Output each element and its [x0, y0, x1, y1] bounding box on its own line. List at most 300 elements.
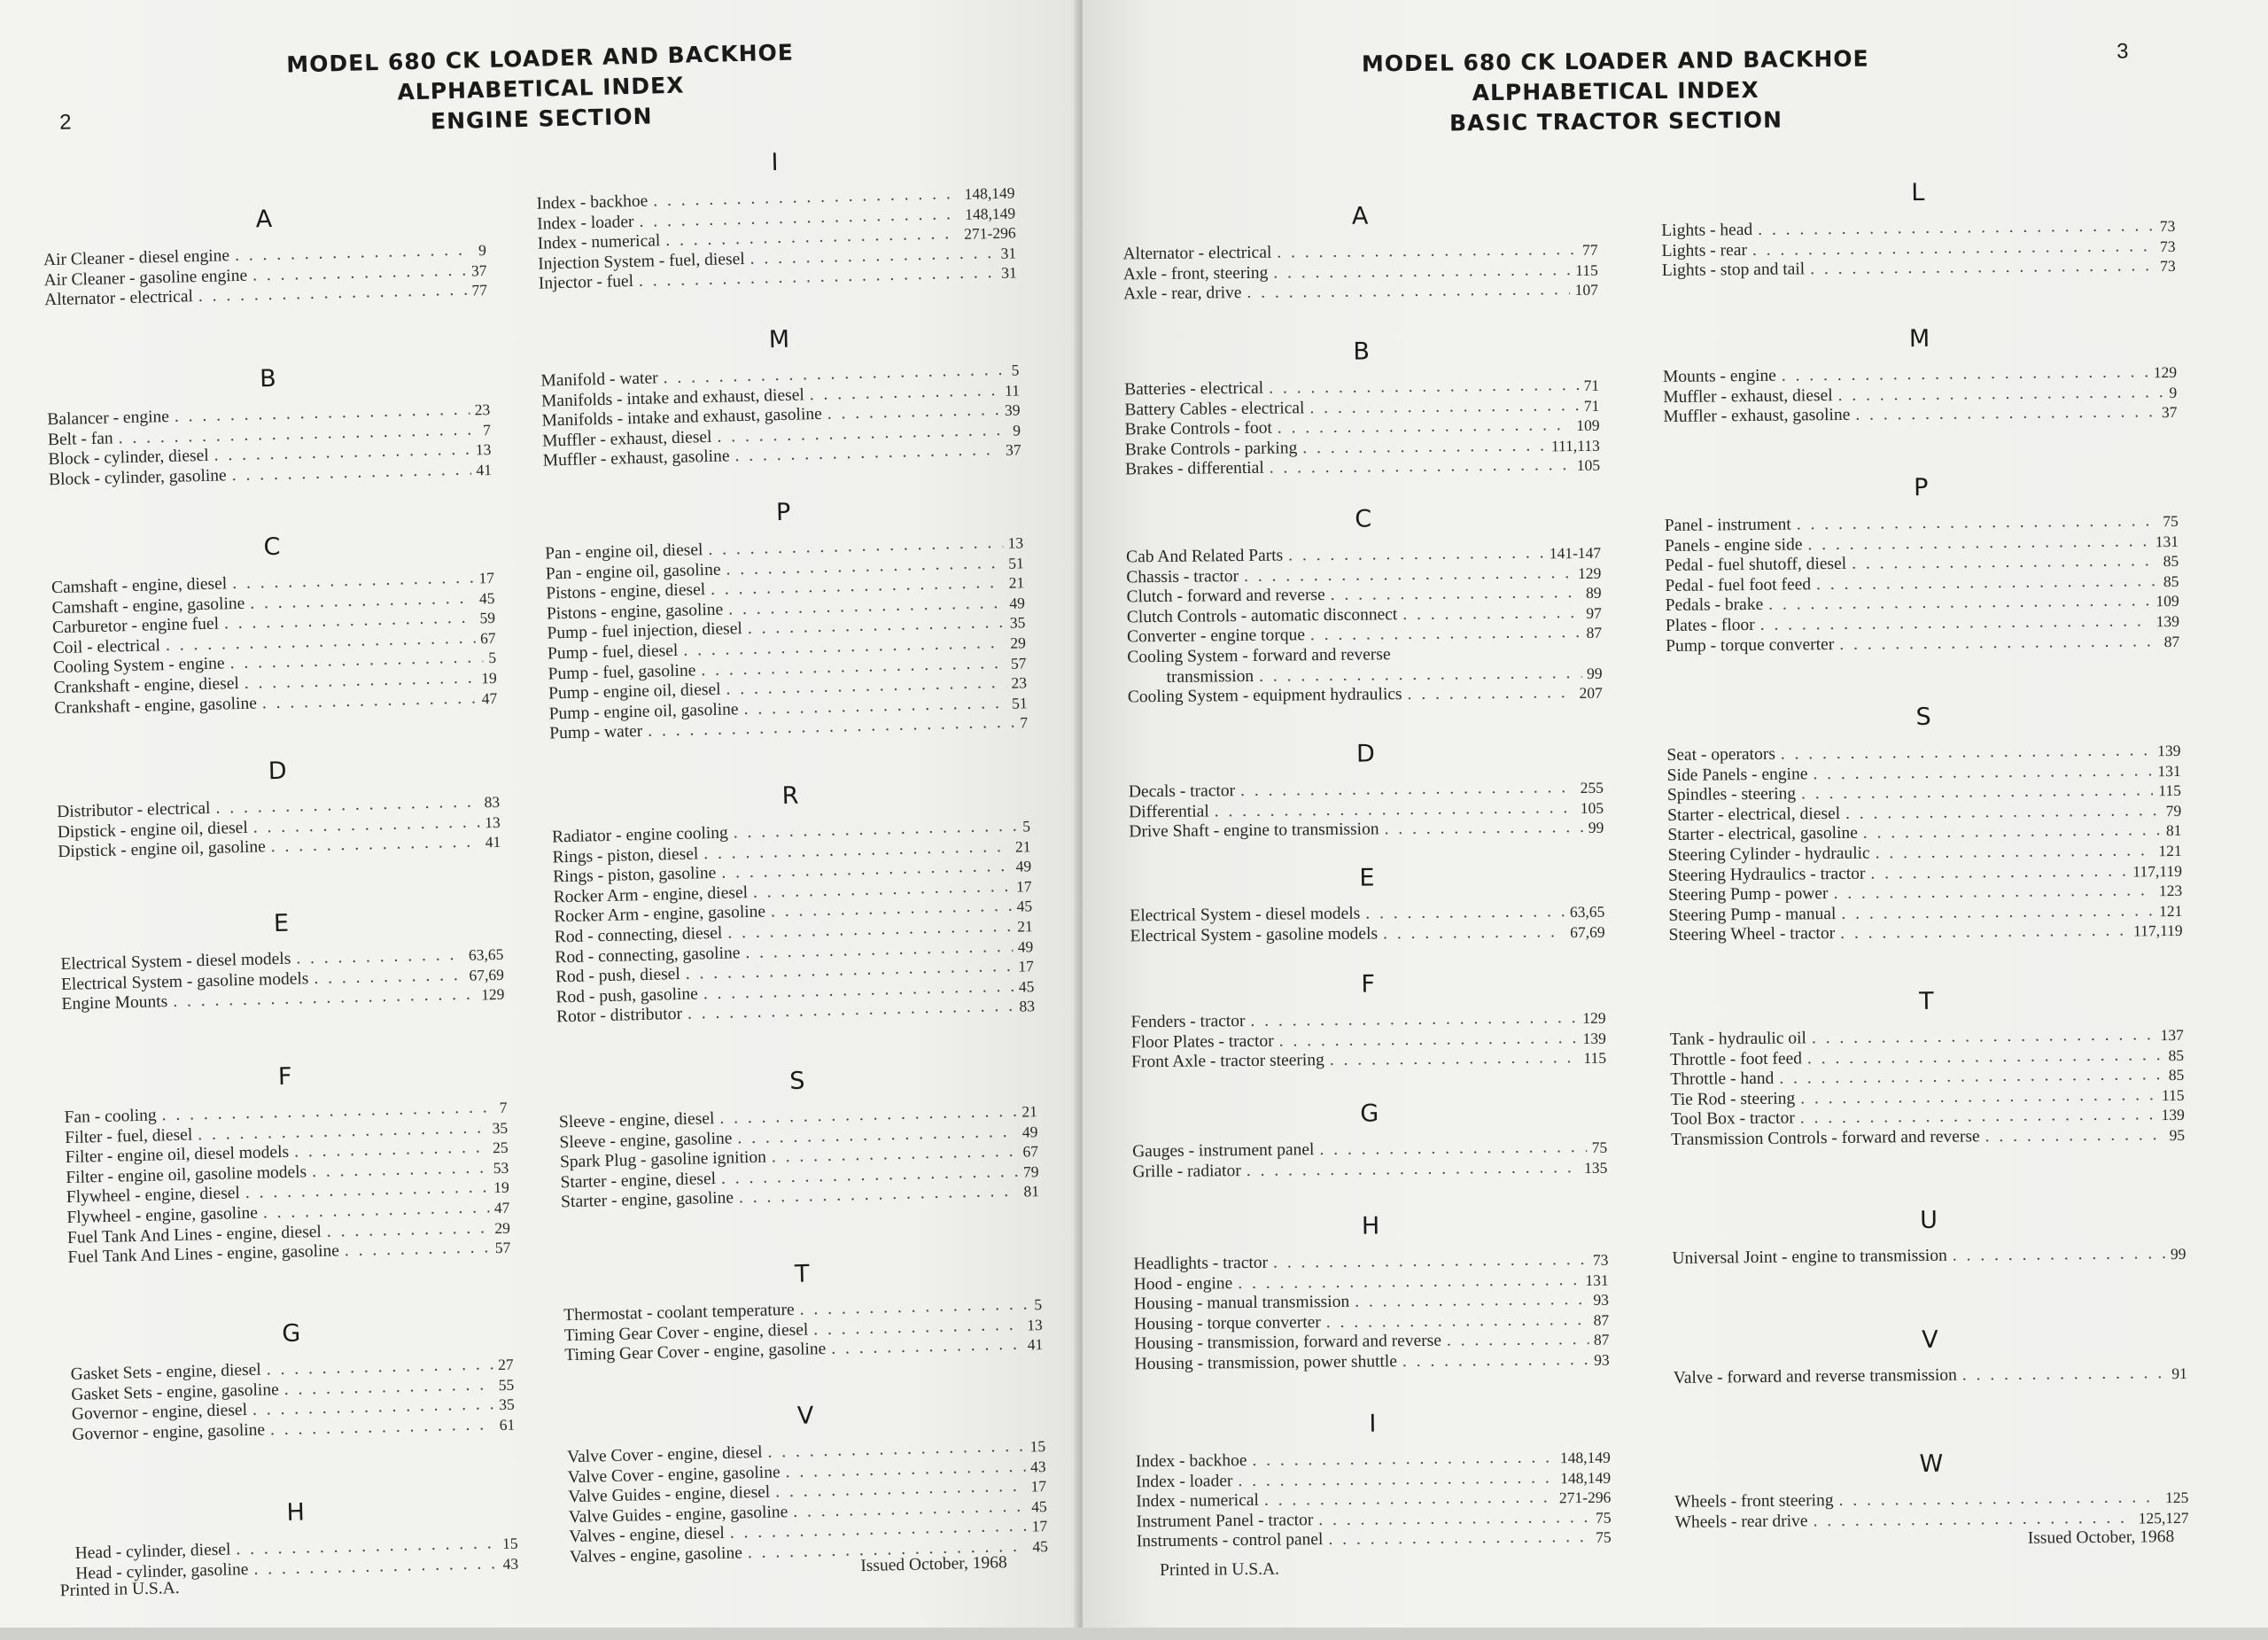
section-letter: S	[788, 1067, 805, 1095]
dot-leader	[1310, 623, 1581, 646]
entry-label: Pan - engine oil, diesel	[545, 540, 703, 564]
entry-label: Fuel Tank And Lines - engine, gasoline	[67, 1241, 340, 1268]
dot-leader	[270, 1415, 494, 1441]
entry-page: 47	[481, 688, 498, 707]
index-column	[1659, 0, 2190, 1628]
entry-label: Clutch - forward and reverse	[1126, 586, 1325, 607]
section-letter: P	[1914, 473, 1929, 502]
entry-label: Valves - engine, diesel	[569, 1524, 726, 1547]
entry-page: 71	[1583, 396, 1600, 415]
entry-label: Gasket Sets - engine, gasoline	[71, 1380, 279, 1404]
entry-label: Filter - fuel, diesel	[64, 1125, 193, 1147]
entry-label: Air Cleaner - gasoline engine	[43, 266, 248, 290]
entry-page: 13	[484, 812, 501, 831]
entry-label: Distributor - electrical	[56, 798, 211, 822]
entry-label: Timing Gear Cover - engine, diesel	[563, 1320, 809, 1345]
entry-label: Manifolds - intake and exhaust, gasoline	[541, 405, 823, 431]
entry-label: Muffler - exhaust, gasoline	[1663, 406, 1851, 427]
index-section	[1122, 200, 1598, 305]
entry-label: Muffler - exhaust, diesel	[1663, 385, 1833, 407]
index-entry	[1662, 256, 2176, 282]
title-line: BASIC TRACTOR SECTION	[1449, 106, 1783, 136]
entry-page: 115	[1583, 1048, 1607, 1068]
entry-label: Cab And Related Parts	[1126, 546, 1284, 567]
section-letter: T	[1919, 987, 1934, 1016]
entry-page: 115	[1575, 260, 1598, 279]
entry-label: Wheels - front steering	[1674, 1491, 1834, 1512]
entry-label: Head - cylinder, diesel	[74, 1540, 231, 1563]
entry-page: 77	[1581, 240, 1598, 259]
entry-label: Coil - electrical	[52, 635, 161, 657]
entry-page: 271-296	[964, 223, 1016, 244]
dot-leader	[1876, 841, 2154, 864]
index-entry	[1130, 921, 1604, 946]
dot-leader	[1318, 1508, 1590, 1531]
entry-page: 73	[2159, 216, 2176, 236]
issued-note: Issued October, 1968	[860, 1553, 1008, 1576]
entry-page: 45	[478, 588, 495, 607]
dot-leader	[1319, 1138, 1586, 1161]
entry-page: 129	[1577, 564, 1602, 582]
entry-label: Rotor - distributor	[555, 1005, 683, 1027]
section-letter: G	[1360, 1100, 1379, 1128]
entry-page: 49	[1017, 937, 1034, 956]
section-letter: W	[1919, 1450, 1944, 1479]
entry-page: 29	[1010, 633, 1027, 652]
entry-page: 131	[2155, 532, 2179, 550]
entry-label: Throttle - foot feed	[1669, 1049, 1803, 1069]
entry-label: Pedals - brake	[1665, 595, 1764, 616]
entry-page: 139	[2157, 741, 2181, 760]
entry-label: Mounts - engine	[1662, 366, 1776, 387]
entry-label: Transmission Controls - forward and reverse	[1670, 1127, 1980, 1149]
section-letter: T	[794, 1260, 810, 1288]
entry-label: Radiator - engine cooling	[551, 823, 729, 847]
entry-page: 99	[2170, 1244, 2186, 1263]
entry-label: Rings - piston, diesel	[552, 844, 699, 867]
dot-leader	[1247, 280, 1569, 303]
entry-page: 25	[492, 1138, 509, 1157]
section-letter: B	[1353, 338, 1371, 366]
entry-label: Pistons - engine, gasoline	[546, 600, 724, 624]
entry-page: 47	[493, 1198, 510, 1217]
entry-label: Thermostat - coolant temperature	[563, 1300, 795, 1325]
entry-label: Seat - operators	[1666, 744, 1775, 766]
entry-page: 139	[1582, 1029, 1606, 1047]
entry-page: 51	[1011, 694, 1028, 712]
entry-label: Engine Mounts	[61, 992, 168, 1014]
entry-page: 55	[498, 1375, 515, 1394]
entry-label: Starter - engine, gasoline	[560, 1188, 734, 1212]
entry-label: Hood - engine	[1133, 1273, 1233, 1294]
entry-page: 5	[488, 649, 497, 667]
index-section	[74, 1494, 518, 1584]
index-section	[50, 528, 498, 719]
dot-leader	[1402, 603, 1581, 626]
entry-page: 21	[1008, 573, 1025, 592]
entry-page: 17	[478, 568, 495, 587]
entry-label: Differential	[1129, 802, 1209, 821]
entry-page: 45	[1016, 897, 1033, 916]
entry-label: Axle - rear, drive	[1122, 284, 1242, 304]
entry-page: 13	[475, 440, 492, 459]
entry-label: Injector - fuel	[538, 272, 634, 294]
entry-label: Housing - manual transmission	[1133, 1292, 1350, 1314]
index-entry	[1123, 280, 1598, 305]
entry-label: Plates - floor	[1665, 615, 1755, 635]
dot-leader	[1288, 543, 1544, 566]
entry-label: Spindles - steering	[1666, 784, 1797, 805]
index-entry	[1671, 1125, 2185, 1151]
entry-label: Floor Plates - tractor	[1130, 1031, 1274, 1052]
entry-page: 148,149	[1560, 1468, 1612, 1487]
title-line: MODEL 680 CK LOADER AND BACKHOE	[1361, 45, 1869, 77]
entry-label: Spark Plug - gasoline ignition	[559, 1147, 767, 1172]
entry-page: 67,69	[1570, 922, 1605, 941]
dot-leader	[1330, 1048, 1579, 1071]
index-section	[69, 1315, 515, 1446]
dot-leader	[1270, 455, 1572, 478]
index-section	[551, 776, 1035, 1028]
entry-page: 27	[497, 1355, 514, 1374]
entry-page: 148,149	[964, 183, 1015, 203]
entry-label: Throttle - hand	[1670, 1069, 1775, 1090]
index-section	[1662, 323, 2177, 428]
entry-label: Crankshaft - engine, gasoline	[54, 694, 258, 718]
entry-page: 35	[492, 1118, 509, 1137]
printed-note: Printed in U.S.A.	[1159, 1559, 1280, 1581]
entry-page: 85	[2163, 571, 2179, 590]
index-entry	[1672, 1244, 2186, 1270]
entry-page: 83	[484, 792, 501, 812]
entry-page: 37	[470, 260, 487, 280]
entry-label: Sleeve - engine, gasoline	[559, 1129, 733, 1152]
entry-page: 71	[1583, 376, 1600, 394]
entry-page: 93	[1594, 1350, 1610, 1369]
entry-label: Drive Shaft - engine to transmission	[1129, 820, 1379, 842]
entry-page: 13	[1007, 533, 1024, 552]
entry-label: Valve - forward and reverse transmission	[1673, 1365, 1957, 1387]
entry-label: Timing Gear Cover - engine, gasoline	[564, 1340, 827, 1365]
entry-label: Pedal - fuel shutoff, diesel	[1665, 555, 1847, 576]
section-letter: M	[1908, 324, 1930, 354]
entry-label: Belt - fan	[47, 429, 113, 449]
entry-label: Pump - water	[548, 722, 643, 743]
index-section	[1128, 738, 1604, 843]
dot-leader	[1839, 632, 2159, 655]
entry-page: 83	[1019, 997, 1036, 1015]
entry-page: 45	[1032, 1536, 1049, 1556]
entry-label: Cooling System - forward and reverse	[1127, 645, 1391, 667]
entry-page: 57	[1010, 653, 1027, 672]
dot-leader	[262, 688, 477, 713]
section-letter: H	[286, 1498, 306, 1527]
entry-page: 131	[1585, 1271, 1609, 1289]
entry-page: 23	[474, 400, 491, 419]
entry-page: 85	[2163, 552, 2179, 571]
entry-page: 75	[1591, 1138, 1608, 1156]
entry-label: Flywheel - engine, diesel	[66, 1184, 241, 1208]
entry-page: 121	[2159, 901, 2183, 920]
entry-page: 79	[2165, 801, 2182, 820]
entry-page: 73	[2159, 237, 2176, 255]
section-letter: F	[1361, 970, 1376, 999]
dot-leader	[1383, 922, 1565, 944]
entry-label: Fenders - tractor	[1130, 1012, 1246, 1032]
entry-label: Index - backhoe	[536, 191, 649, 214]
title-line: ENGINE SECTION	[430, 103, 653, 135]
section-letter: I	[1369, 1410, 1377, 1438]
entry-page: 41	[485, 833, 501, 851]
index-section	[1672, 1204, 2186, 1270]
entry-label: Sleeve - engine, diesel	[558, 1109, 715, 1132]
index-entry	[1131, 1048, 1606, 1073]
index-section	[43, 200, 488, 311]
entry-page: 85	[2168, 1045, 2185, 1064]
section-letter: E	[1359, 864, 1375, 892]
entry-label: Cooling System - equipment hydraulics	[1127, 685, 1402, 707]
entry-page: 123	[2158, 882, 2183, 900]
entry-label: Filter - engine oil, diesel models	[65, 1143, 290, 1168]
index-section	[56, 752, 501, 863]
entry-page: 107	[1574, 280, 1599, 299]
entry-label: Head - cylinder, gasoline	[74, 1559, 249, 1583]
entry-page: 129	[480, 985, 505, 1004]
entry-page: 109	[1576, 416, 1600, 435]
entry-label: Headlights - tractor	[1133, 1253, 1269, 1274]
dot-leader	[1407, 683, 1573, 705]
entry-page: 87	[1586, 624, 1603, 642]
entry-label: Housing - transmission, forward and reverse	[1134, 1332, 1442, 1354]
entry-label: Crankshaft - engine, diesel	[53, 674, 240, 698]
entry-label: Steering Wheel - tractor	[1668, 924, 1836, 945]
entry-page: 5	[1021, 817, 1031, 836]
index-section	[563, 1255, 1044, 1366]
entry-page: 89	[1585, 583, 1602, 602]
entry-page: 105	[1580, 798, 1604, 817]
page-number: 3	[2117, 39, 2129, 64]
entry-page: 7	[499, 1098, 508, 1116]
entry-page: 23	[1011, 673, 1028, 692]
entry-page: 105	[1576, 456, 1601, 475]
dot-leader	[1840, 921, 2128, 944]
dot-leader	[1309, 396, 1579, 419]
entry-page: 125	[2164, 1488, 2189, 1507]
entry-page: 67	[479, 628, 496, 648]
entry-label: Starter - electrical, diesel	[1667, 804, 1841, 825]
index-entry	[1128, 683, 1603, 708]
index-entry	[1137, 1527, 1612, 1552]
entry-page: 51	[1007, 553, 1024, 572]
index-entry	[1669, 921, 2183, 946]
section-letter: H	[1361, 1212, 1380, 1240]
entry-label: Starter - engine, diesel	[560, 1169, 717, 1193]
entry-label: Rocker Arm - engine, diesel	[553, 882, 749, 907]
entry-label: Carburetor - engine fuel	[51, 614, 220, 638]
entry-page: 59	[479, 609, 496, 627]
entry-page: 137	[2160, 1025, 2184, 1045]
entry-page: 67,69	[469, 965, 505, 984]
entry-label: Balancer - engine	[47, 407, 170, 430]
entry-label: Dipstick - engine oil, gasoline	[58, 837, 267, 862]
title-line: ALPHABETICAL INDEX	[397, 72, 685, 105]
section-letter: I	[771, 148, 779, 177]
entry-label: Steering Hydraulics - tractor	[1667, 864, 1866, 885]
entry-page: 148,149	[964, 204, 1016, 223]
section-letter: C	[263, 532, 281, 562]
section-letter: G	[281, 1319, 301, 1349]
entry-label: Decals - tractor	[1128, 781, 1236, 802]
dot-leader	[1355, 1290, 1588, 1312]
entry-label: Injection System - fuel, diesel	[538, 249, 745, 274]
section-letter: E	[273, 909, 290, 938]
right-page	[1083, 0, 2268, 1628]
entry-label: Rocker Arm - engine, gasoline	[554, 902, 766, 927]
entry-label: Wheels - rear drive	[1674, 1511, 1808, 1532]
entry-label: Pistons - engine, diesel	[546, 580, 706, 603]
entry-page: 53	[493, 1158, 509, 1177]
entry-label: Electrical System - gasoline models	[1130, 924, 1379, 945]
entry-label: Side Panels - engine	[1666, 764, 1808, 785]
index-section	[1674, 1448, 2189, 1533]
entry-page: 73	[1592, 1250, 1609, 1269]
index-column	[37, 1, 520, 1639]
entry-page: 21	[1016, 917, 1033, 936]
index-section	[535, 143, 1017, 294]
entry-label: Valve Guides - engine, gasoline	[568, 1502, 788, 1527]
entry-label: Tank - hydraulic oil	[1669, 1029, 1807, 1049]
entry-page: 135	[1584, 1158, 1608, 1177]
index-entry	[1135, 1350, 1610, 1375]
index-section	[1130, 862, 1605, 947]
dot-leader	[1302, 436, 1546, 458]
entry-label: Pan - engine oil, gasoline	[545, 560, 721, 584]
index-entry	[1666, 631, 2179, 657]
entry-page: 139	[2155, 611, 2180, 631]
index-section	[1124, 336, 1601, 481]
entry-label: Index - loader	[1135, 1471, 1233, 1491]
entry-page: 81	[2165, 821, 2182, 840]
entry-label: Rings - piston, gasoline	[552, 864, 717, 887]
entry-page: 111,113	[1550, 436, 1600, 455]
section-letter: C	[1355, 505, 1372, 533]
index-column	[532, 0, 1050, 1627]
entry-page: 21	[1021, 1102, 1038, 1121]
section-letter: M	[768, 325, 790, 354]
index-entry	[1129, 818, 1604, 843]
section-letter: L	[1911, 178, 1925, 207]
entry-page: 49	[1015, 857, 1032, 875]
entry-label: Brakes - differential	[1124, 459, 1264, 479]
entry-label: Index - backhoe	[1135, 1451, 1247, 1472]
index-section	[1130, 968, 1606, 1073]
entry-page: 19	[493, 1178, 509, 1197]
title-line: MODEL 680 CK LOADER AND BACKHOE	[285, 39, 795, 78]
entry-page: 85	[2168, 1066, 2185, 1084]
entry-page: 43	[1029, 1457, 1046, 1476]
entry-label: Index - loader	[536, 212, 634, 234]
entry-page: 75	[1595, 1508, 1612, 1527]
dot-leader	[1855, 402, 2156, 425]
entry-page: 75	[2163, 511, 2179, 531]
entry-label: Electrical System - gasoline models	[60, 968, 309, 994]
section-letter: A	[255, 205, 273, 234]
entry-page: 5	[1034, 1295, 1043, 1314]
dot-leader	[1985, 1125, 2164, 1147]
dot-leader	[1810, 256, 2155, 280]
entry-page: 31	[1000, 244, 1017, 262]
entry-label: Chassis - tractor	[1126, 566, 1239, 587]
index-entry	[1132, 1157, 1607, 1182]
dot-leader	[1247, 1158, 1580, 1182]
index-section	[1669, 985, 2185, 1151]
section-letter: V	[1922, 1325, 1938, 1355]
entry-label: Manifolds - intake and exhaust, diesel	[540, 385, 805, 411]
entry-label: Camshaft - engine, gasoline	[51, 594, 245, 618]
entry-page: 99	[1588, 818, 1604, 837]
entry-page: 81	[1023, 1182, 1040, 1201]
entry-label: Valve Cover - engine, gasoline	[567, 1462, 781, 1487]
entry-label: Instruments - control panel	[1136, 1530, 1324, 1551]
entry-label: Steering Cylinder - hydraulic	[1667, 843, 1870, 865]
entry-page: 207	[1579, 683, 1603, 703]
dot-leader	[1447, 1330, 1588, 1351]
entry-page: 39	[1004, 400, 1021, 420]
entry-label: Pump - engine oil, diesel	[548, 680, 721, 703]
index-section	[63, 1058, 510, 1269]
entry-page: 63,65	[1569, 902, 1605, 921]
dot-leader	[1870, 861, 2127, 884]
entry-page: 75	[1596, 1528, 1612, 1547]
entry-page: 109	[2155, 592, 2179, 610]
entry-page: 87	[2163, 632, 2180, 650]
section-letter: B	[259, 364, 277, 393]
dot-leader	[1384, 818, 1583, 840]
entry-page: 17	[1030, 1477, 1047, 1496]
dot-leader	[1953, 1244, 2165, 1266]
entry-label: Dipstick - engine oil, diesel	[57, 818, 248, 842]
entry-page: 9	[2169, 383, 2178, 401]
entry-label: Flywheel - engine, gasoline	[66, 1203, 259, 1227]
entry-page: 63,65	[468, 944, 504, 964]
section-letter: V	[796, 1402, 814, 1430]
index-section	[1661, 176, 2176, 282]
entry-label: Pump - fuel, diesel	[547, 641, 679, 664]
entry-label: Front Axle - tractor steering	[1130, 1051, 1324, 1072]
entry-label: Pump - torque converter	[1666, 634, 1835, 656]
entry-page: 79	[1022, 1162, 1039, 1181]
entry-label: Camshaft - engine, diesel	[50, 574, 228, 598]
page-number: 2	[58, 110, 72, 135]
entry-page: 73	[2160, 257, 2176, 276]
index-section	[566, 1396, 1048, 1568]
entry-label: Rod - connecting, gasoline	[555, 943, 741, 967]
entry-page: 129	[1582, 1008, 1606, 1028]
entry-page: 41	[476, 460, 493, 479]
entry-label: Cooling System - engine	[53, 654, 225, 678]
entry-page: 7	[1020, 713, 1029, 732]
entry-label: Instrument Panel - tractor	[1136, 1511, 1314, 1532]
section-letter: P	[775, 498, 791, 527]
entry-label: Panel - instrument	[1664, 515, 1791, 536]
entry-page: 9	[1013, 421, 1021, 439]
entry-label: Valves - engine, gasoline	[569, 1543, 743, 1567]
entry-label: Air Cleaner - diesel engine	[43, 246, 230, 270]
entry-label: Housing - transmission, power shuttle	[1134, 1352, 1398, 1374]
entry-page: 15	[501, 1534, 518, 1553]
entry-page: 131	[2157, 761, 2181, 780]
entry-page: 117,119	[2132, 861, 2183, 881]
